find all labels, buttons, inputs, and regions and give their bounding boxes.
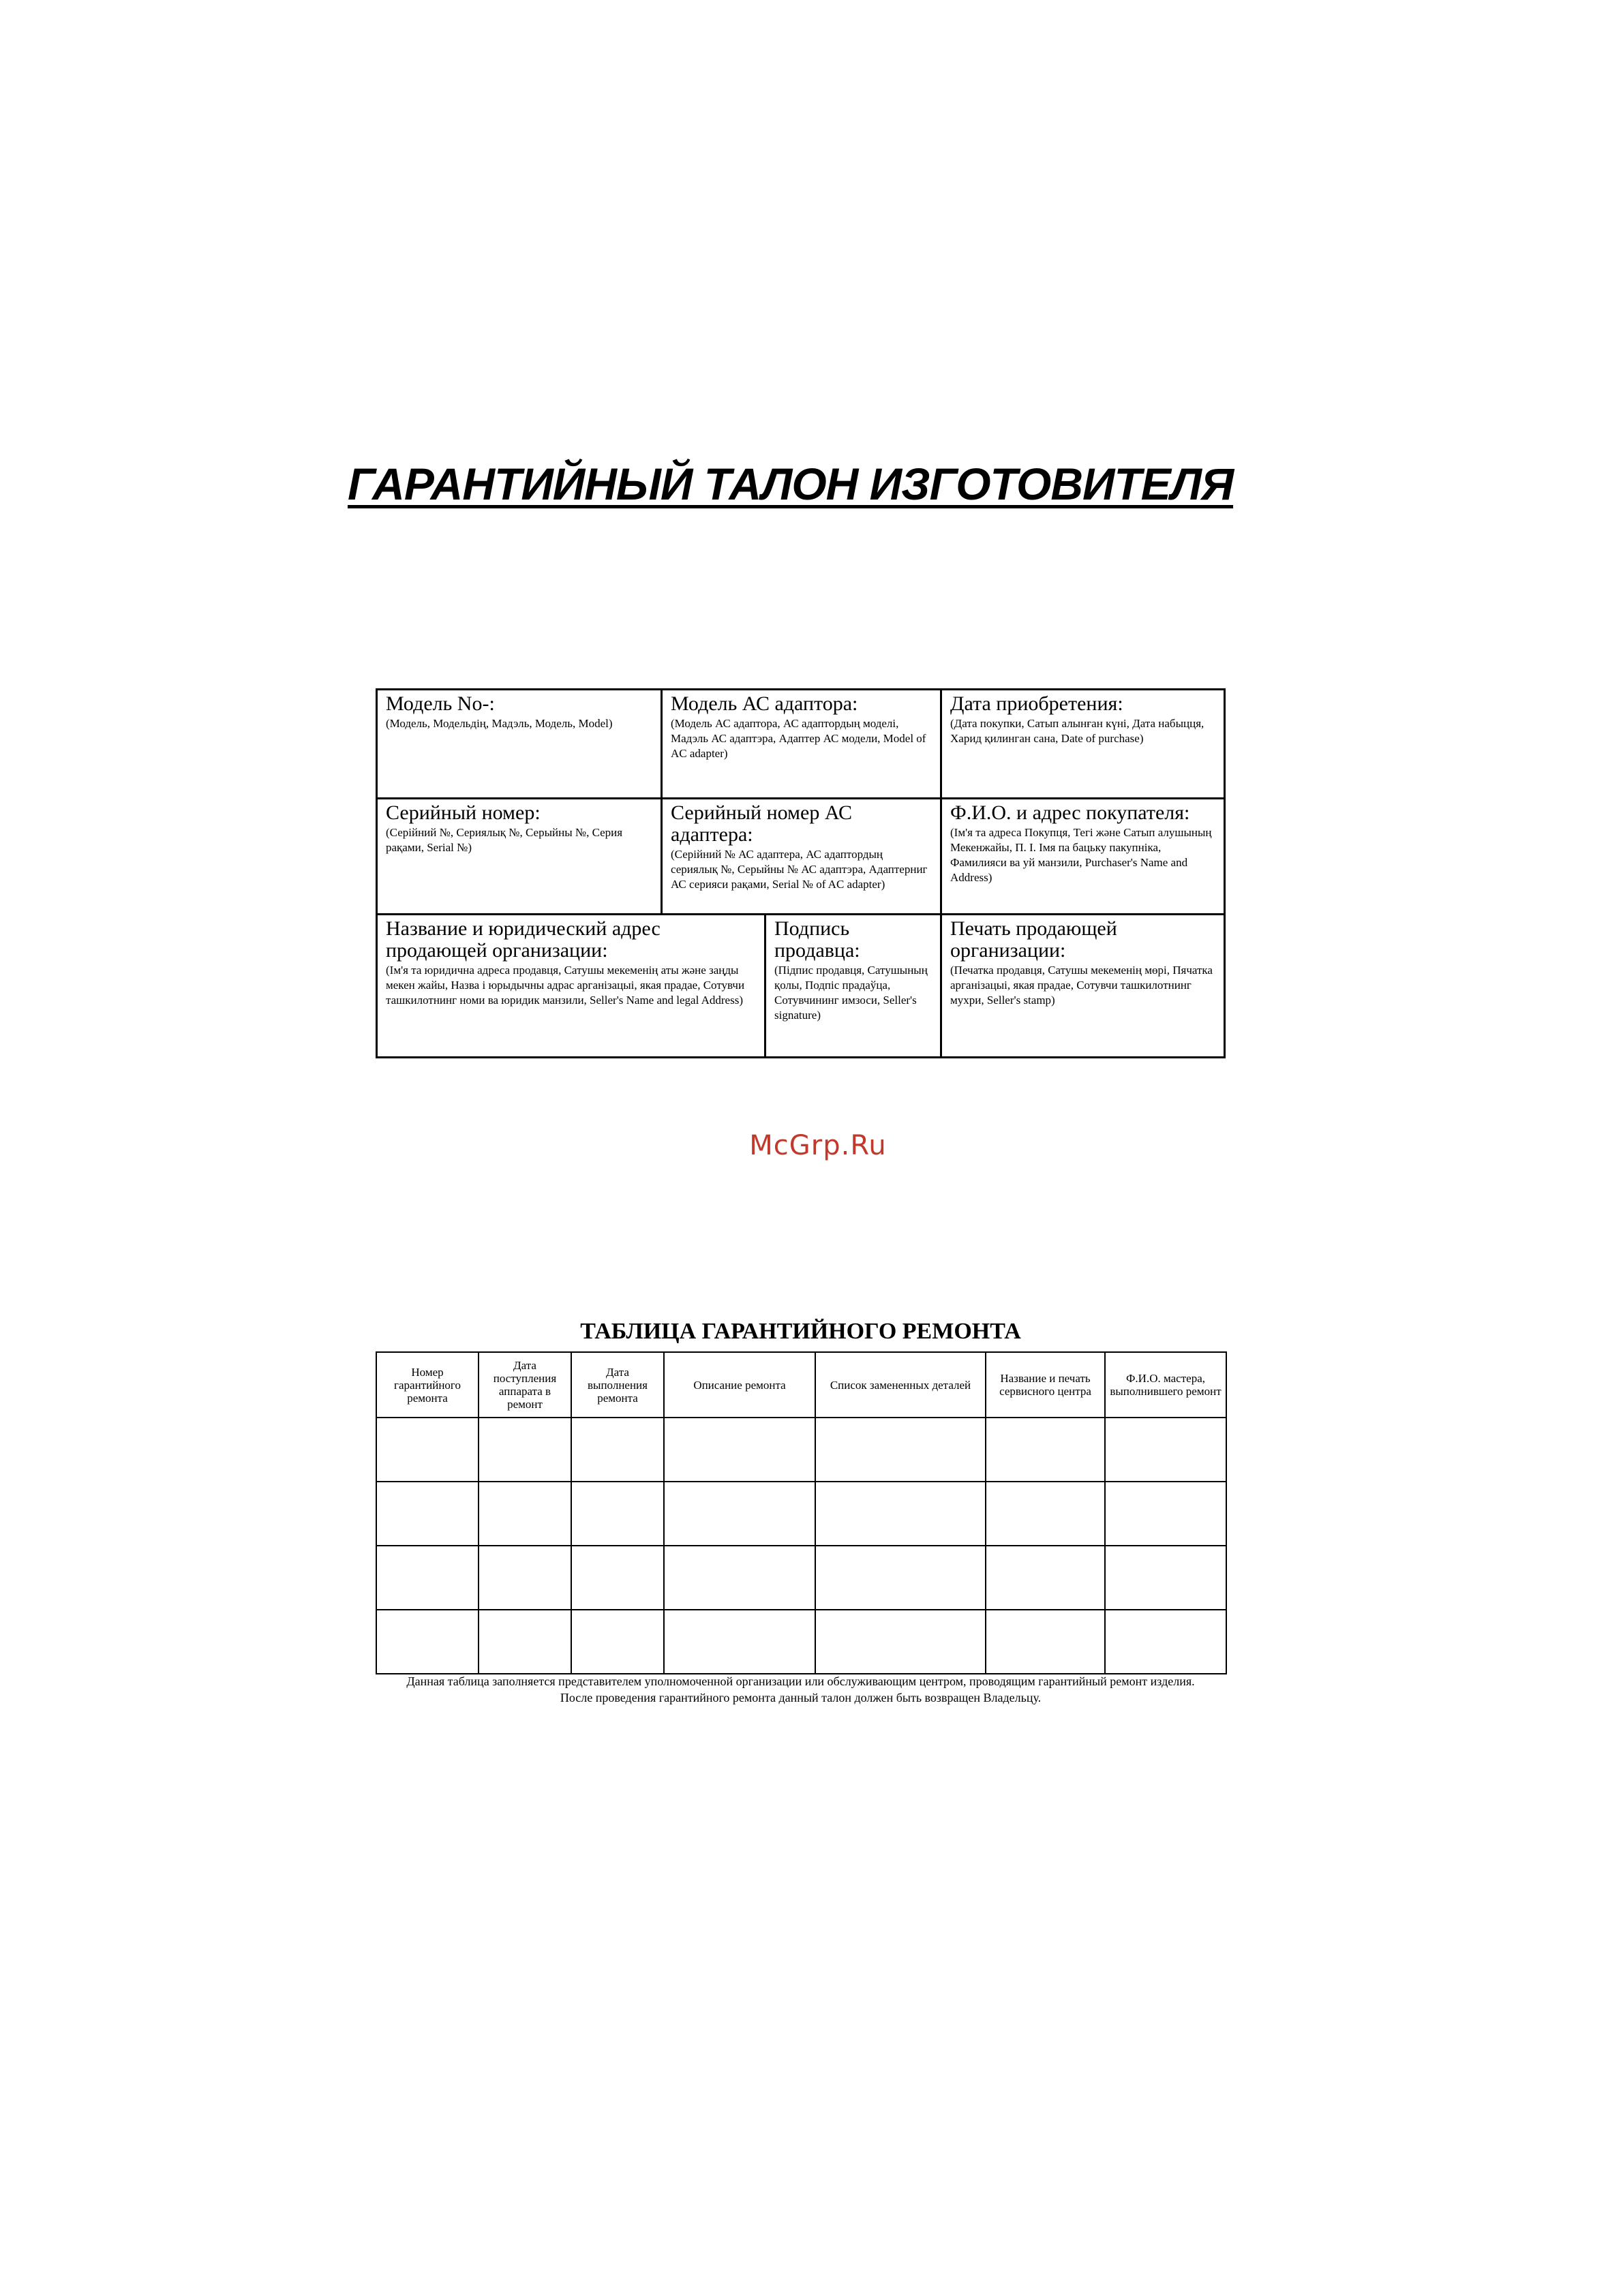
table-row	[376, 1482, 1226, 1546]
table-row	[376, 1610, 1226, 1674]
table-cell[interactable]	[376, 1546, 479, 1610]
table-cell[interactable]	[815, 1418, 986, 1482]
table-cell[interactable]	[986, 1418, 1105, 1482]
model-cell	[378, 690, 661, 797]
repair-table-footnote	[376, 1673, 1226, 1706]
column-header: Дата поступления аппарата в ремонт	[479, 1352, 571, 1418]
table-cell[interactable]	[815, 1546, 986, 1610]
column-header: Описание ремонта	[664, 1352, 815, 1418]
purchase-date-cell	[942, 690, 1226, 797]
serial-sublabel: (Серійний №, Сериялық №, Серыйны №, Серия рақами, Serial №)	[386, 826, 623, 854]
table-cell[interactable]	[815, 1482, 986, 1546]
org-sublabel: (Ім'я та юридична адреса продавця, Сатушы мекеменің аты және заңды мекен жайы, Назва і юрыдычны адрас арганізацыі, якая прадае, Сотувчи ташкилотнинг номи ва юридик манзили, Seller's Name and legal Address)	[386, 964, 745, 1007]
table-cell[interactable]	[986, 1546, 1105, 1610]
model-label: Модель No-:	[386, 692, 495, 715]
footnote-line: После проведения гарантийного ремонта данный талон должен быть возвращен Владельцу.	[560, 1691, 1042, 1704]
ac-serial-cell	[663, 799, 940, 913]
repair-table-header-row	[376, 1352, 1226, 1418]
column-header: Название и печать сервисного центра	[986, 1352, 1105, 1418]
ac-model-cell	[663, 690, 940, 797]
table-cell[interactable]	[376, 1610, 479, 1674]
table-row	[376, 1546, 1226, 1610]
buyer-label: Ф.И.О. и адрес покупателя:	[950, 801, 1190, 824]
column-header: Список замененных деталей	[815, 1352, 986, 1418]
purchase-date-label: Дата приобретения:	[950, 692, 1123, 715]
signature-cell	[766, 915, 940, 1058]
column-header: Ф.И.О. мастера, выполнившего ремонт	[1105, 1352, 1226, 1418]
table-cell[interactable]	[571, 1418, 664, 1482]
ac-serial-label: Серийный номер АС адаптера:	[671, 801, 853, 846]
table-cell[interactable]	[664, 1418, 815, 1482]
table-cell[interactable]	[376, 1418, 479, 1482]
ac-serial-sublabel: (Серійний № АС адаптера, АС адаптордың сериялық №, Серыйны № АС адаптэра, Адаптерниг АС серияси рақами, Serial № of AC adapter)	[671, 848, 928, 891]
table-cell[interactable]	[376, 1482, 479, 1546]
buyer-sublabel: (Ім'я та адреса Покупця, Тегі және Сатып алушының Мекенжайы, П. І. Імя па бацьку пакупніка, Фамилияси ва уй манзили, Purchaser's Name and Address)	[950, 826, 1212, 884]
ac-model-sublabel: (Модель АС адаптора, АС адаптордың моделі, Мадэль АС адаптэра, Адаптер АС модели, Model of AC adapter)	[671, 717, 926, 760]
signature-label: Подпись продавца:	[774, 917, 860, 962]
stamp-label: Печать продающей организации:	[950, 917, 1117, 962]
table-cell[interactable]	[986, 1482, 1105, 1546]
table-cell[interactable]	[1105, 1610, 1226, 1674]
table-row	[376, 1418, 1226, 1482]
warranty-card	[376, 688, 1226, 1058]
table-cell[interactable]	[664, 1610, 815, 1674]
table-cell[interactable]	[479, 1610, 571, 1674]
table-cell[interactable]	[479, 1418, 571, 1482]
table-cell[interactable]	[1105, 1418, 1226, 1482]
stamp-cell	[942, 915, 1226, 1058]
model-sublabel: (Модель, Модельдің, Мадэль, Модель, Model)	[386, 717, 613, 730]
table-cell[interactable]	[664, 1482, 815, 1546]
serial-label: Серийный номер:	[386, 801, 541, 824]
column-header: Дата выполнения ремонта	[571, 1352, 664, 1418]
table-cell[interactable]	[664, 1546, 815, 1610]
repair-table	[376, 1351, 1227, 1674]
table-cell[interactable]	[479, 1482, 571, 1546]
purchase-date-sublabel: (Дата покупки, Сатып алынған күні, Дата набыцця, Харид қилинган сана, Date of purchase)	[950, 717, 1204, 745]
table-cell[interactable]	[571, 1546, 664, 1610]
table-cell[interactable]	[986, 1610, 1105, 1674]
buyer-cell	[942, 799, 1226, 913]
table-cell[interactable]	[571, 1482, 664, 1546]
table-cell[interactable]	[1105, 1482, 1226, 1546]
table-cell[interactable]	[479, 1546, 571, 1610]
stamp-sublabel: (Печатка продавця, Сатушы мекеменің мөрі, Пячатка арганізацыі, якая прадае, Сотувчи ташкилотнинг мухри, Seller's stamp)	[950, 964, 1213, 1007]
watermark: McGrp.Ru	[749, 1130, 887, 1161]
page-title: ГАРАНТИЙНЫЙ ТАЛОН ИЗГОТОВИТЕЛЯ	[348, 459, 1234, 509]
repair-table-title: ТАБЛИЦА ГАРАНТИЙНОГО РЕМОНТА	[580, 1319, 1021, 1344]
org-cell	[378, 915, 764, 1058]
ac-model-label: Модель АС адаптора:	[671, 692, 858, 715]
signature-sublabel: (Підпис продавця, Сатушының қолы, Подпіс прадаўца, Сотувчининг имзоси, Seller's signature)	[774, 964, 928, 1022]
org-label: Название и юридический адрес продающей организации:	[386, 917, 661, 962]
table-cell[interactable]	[815, 1610, 986, 1674]
table-cell[interactable]	[571, 1610, 664, 1674]
column-header: Номер гарантийного ремонта	[376, 1352, 479, 1418]
serial-cell	[378, 799, 661, 913]
table-cell[interactable]	[1105, 1546, 1226, 1610]
footnote-line: Данная таблица заполняется представителем уполномоченной организации или обслуживающим центром, проводящим гарантийный ремонт изделия.	[406, 1674, 1195, 1688]
